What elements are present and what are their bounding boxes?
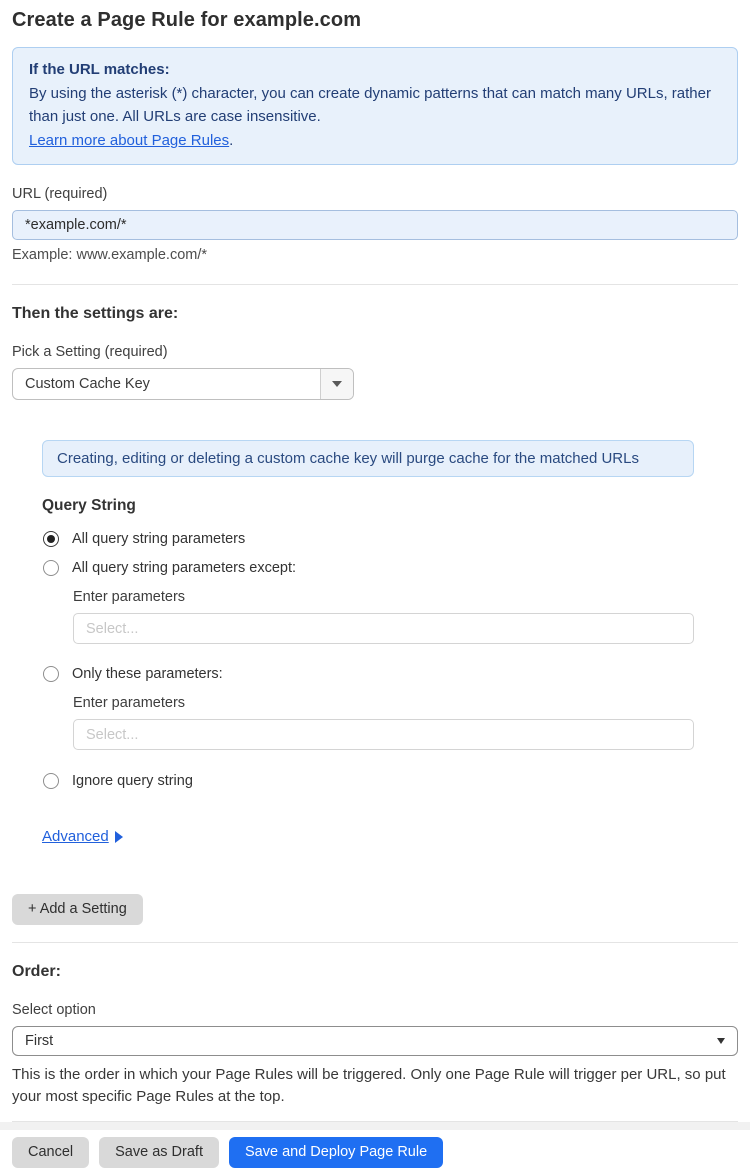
order-description: This is the order in which your Page Rules will be triggered. Only one Page Rule will trigger per URL, so put your most specific Page Rules at the top. (12, 1066, 726, 1105)
radio-option-all-except[interactable] (42, 560, 694, 576)
url-input[interactable] (12, 210, 738, 240)
caret-down-icon (717, 1038, 725, 1044)
enter-parameters-label: Enter parameters (73, 589, 186, 605)
only-parameters-input[interactable] (73, 719, 694, 750)
section-divider (12, 284, 738, 285)
setting-select-value: Custom Cache Key (25, 376, 150, 392)
info-box-heading: If the URL matches: (29, 61, 170, 78)
caret-down-icon (332, 381, 342, 387)
add-setting-button[interactable]: + Add a Setting (12, 894, 143, 925)
order-heading: Order: (12, 963, 61, 980)
except-parameters-input[interactable] (73, 613, 694, 644)
advanced-link[interactable] (42, 828, 123, 845)
query-string-heading: Query String (42, 497, 136, 514)
pick-setting-label: Pick a Setting (required) (12, 344, 168, 360)
radio-selected-icon[interactable] (43, 531, 59, 547)
radio-icon[interactable] (43, 560, 59, 576)
save-deploy-button[interactable]: Save and Deploy Page Rule (229, 1137, 443, 1168)
info-box-link-row (29, 129, 721, 153)
url-match-info-box (12, 47, 738, 165)
setting-select-caret-button[interactable] (320, 369, 353, 399)
order-select-label: Select option (12, 1002, 96, 1018)
setting-select[interactable] (12, 368, 354, 400)
option-label: All query string parameters (72, 531, 246, 547)
order-select-value: First (25, 1033, 54, 1049)
save-draft-button[interactable]: Save as Draft (99, 1137, 219, 1168)
url-field-label: URL (required) (12, 186, 108, 202)
radio-option-ignore[interactable] (42, 773, 694, 789)
only-params-block (73, 695, 694, 750)
option-label: Only these parameters: (72, 666, 223, 682)
settings-heading: Then the settings are: (12, 305, 179, 322)
cache-purge-notice: Creating, editing or deleting a custom cache key will purge cache for the matched URLs (42, 440, 694, 477)
radio-icon[interactable] (43, 666, 59, 682)
learn-more-link[interactable]: Learn more about Page Rules (29, 131, 230, 149)
radio-icon[interactable] (43, 773, 59, 789)
link-period: . (229, 131, 234, 149)
radio-option-all-params[interactable] (42, 531, 694, 547)
advanced-link-label: Advanced (42, 828, 109, 845)
enter-parameters-label: Enter parameters (73, 695, 186, 711)
footer-actions (12, 1137, 738, 1168)
order-select[interactable] (12, 1026, 738, 1056)
info-box-body: By using the asterisk (*) character, you can create dynamic patterns that can match many URLs, rather than just one. All URLs are case insensitive. (29, 84, 711, 125)
query-string-options (42, 531, 694, 789)
url-example-text: Example: www.example.com/* (12, 247, 208, 263)
option-label: Ignore query string (72, 773, 193, 789)
option-label: All query string parameters except: (72, 560, 297, 576)
page-title: Create a Page Rule for example.com (12, 9, 362, 31)
cancel-button[interactable]: Cancel (12, 1137, 89, 1168)
page-bottom-strip (0, 1122, 750, 1130)
except-params-block (73, 589, 694, 644)
section-divider (12, 942, 738, 943)
setting-detail-panel (42, 440, 694, 846)
arrow-right-icon (115, 831, 123, 843)
radio-option-only-these[interactable] (42, 666, 694, 682)
